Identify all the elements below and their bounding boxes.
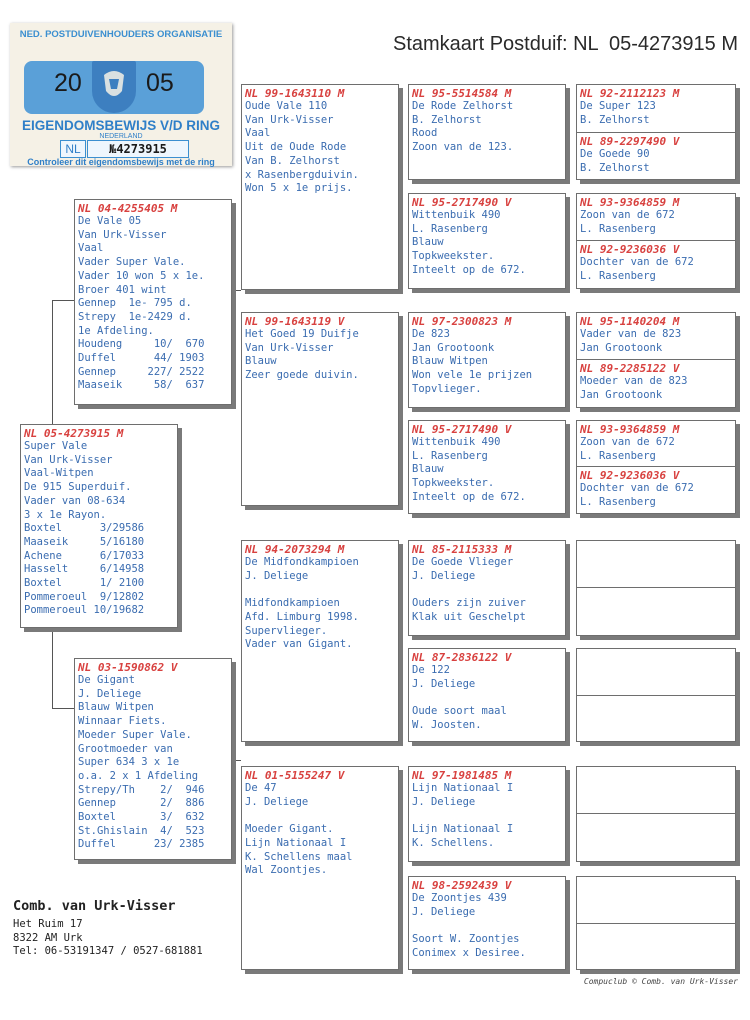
owner-phone: Tel: 06-53191347 / 0527-681881 [13, 945, 203, 957]
card-divider [577, 923, 735, 924]
pigeon-info-line: Vaal [78, 242, 104, 255]
certificate-title: EIGENDOMSBEWIJS V/D RING [21, 118, 221, 133]
owner-address-line: Het Ruim 17 [13, 918, 83, 930]
pigeon-info-line: Van Urk-Visser [245, 113, 334, 126]
pigeon-card-grandsire-maternal[interactable] [241, 540, 399, 742]
certificate-org: NED. POSTDUIVENHOUDERS ORGANISATIE [19, 29, 223, 40]
owner-block [13, 898, 203, 959]
ring-certificate [10, 23, 232, 166]
pigeon-info-line: Van Urk-Visser [245, 341, 334, 354]
pigeon-info-line: B. Zelhorst [580, 113, 650, 126]
pigeon-info-line: Dochter van de 672 [580, 482, 694, 494]
pigeon-card-great-grandparent[interactable] [408, 193, 566, 289]
pigeon-info-line: Moeder Super Vale. [78, 728, 192, 741]
pigeon-pair-card[interactable] [576, 312, 736, 408]
ring-number: NL 01-5155247 V [245, 769, 345, 782]
ring-number: NL 92-2112123 M [580, 87, 680, 100]
certificate-nl: NL [60, 140, 86, 158]
pigeon-info-line: W. Joosten. [412, 718, 482, 731]
certificate-year-right: 05 [146, 69, 174, 97]
page-title: Stamkaart Postduif: NL 05-4273915 M [393, 33, 738, 55]
pigeon-info-line: Blauw Witpen [412, 355, 488, 368]
pigeon-info-line: o.a. 2 x 1 Afdeling [78, 769, 199, 782]
pigeon-info-line [412, 919, 562, 933]
ring-number: NL 97-2300823 M [412, 315, 512, 328]
pigeon-info-line: Van Urk-Visser [24, 453, 113, 466]
ring-number: NL 95-2717490 V [412, 196, 512, 209]
pigeon-info-line: De Rode Zelhorst [412, 100, 514, 112]
pigeon-info-line: Dochter van de 672 [580, 256, 694, 268]
pigeon-info-line: Blauw [245, 355, 277, 368]
pigeon-info-line: De Goede Vlieger [412, 556, 514, 568]
pigeon-info-line: Topvlieger. [412, 382, 482, 395]
pigeon-info-line: Vader van Gigant. [245, 638, 353, 651]
ring-number: NL 93-9364859 M [580, 196, 680, 209]
card-divider [577, 587, 735, 588]
pigeon-info-line: Lijn Nationaal I [412, 823, 514, 836]
empty-pigeon-pair-card[interactable] [576, 648, 736, 742]
ring-number: NL 89-2297490 V [580, 135, 680, 148]
pigeon-info-line: Oude soort maal [412, 705, 507, 718]
pigeon-info-line: Zoon van de 123. [412, 141, 514, 154]
pigeon-info-line: Lijn Nationaal I [412, 782, 514, 794]
race-result: Achene 6/17033 [24, 549, 145, 562]
ring-number: NL 92-9236036 V [580, 243, 680, 256]
pigeon-card-granddam-paternal[interactable] [241, 312, 399, 506]
pigeon-info-line: Jan Grootoonk [580, 388, 663, 401]
race-result: Boxtel 3/29586 [24, 522, 145, 535]
pigeon-info-line: Rood [412, 127, 438, 140]
race-result: Maaseik 5/16180 [24, 535, 145, 548]
race-result: Gennep 227/ 2522 [78, 365, 205, 378]
footer-credit: Compuclub © Comb. van Urk-Visser [583, 977, 738, 986]
pigeon-info-line: J. Deliege [78, 687, 142, 700]
ring-number: NL 98-2592439 V [412, 879, 512, 892]
pigeon-info-line: L. Rasenberg [580, 222, 656, 235]
pigeon-info-line: Grootmoeder van [78, 742, 173, 755]
pigeon-info-line: Uit de Oude Rode [245, 141, 347, 154]
pigeon-info-line: Zoon van de 672 [580, 436, 675, 448]
race-result: Pommeroeul 9/12802 [24, 590, 145, 603]
pigeon-info-line: Vader van 08-634 [24, 494, 126, 507]
pigeon-info-line: L. Rasenberg [580, 269, 656, 282]
pigeon-card-dam[interactable] [74, 658, 232, 860]
pigeon-info-line: J. Deliege [245, 795, 309, 808]
pigeon-card-subject[interactable] [20, 424, 178, 628]
pigeon-info-line: Vader Super Vale. [78, 256, 186, 269]
pigeon-info-line: J. Deliege [245, 569, 309, 582]
pigeon-info-line: Broer 401 wint [78, 283, 167, 296]
pigeon-info-line: De Goede 90 [580, 148, 650, 160]
lion-crest-icon [92, 61, 136, 113]
certificate-band [24, 61, 204, 114]
owner-name: Comb. van Urk-Visser [13, 898, 176, 914]
pigeon-card-great-grandparent[interactable] [408, 420, 566, 514]
pigeon-info-line: Topkweekster. [412, 477, 495, 490]
pigeon-info-line: De 823 [412, 328, 450, 340]
pigeon-info-line: J. Deliege [412, 905, 476, 918]
connector-line [52, 708, 74, 709]
pigeon-info-line [412, 583, 562, 597]
ring-number: NL 94-2073294 M [245, 543, 345, 556]
race-result: Pommeroeul 10/19682 [24, 604, 145, 617]
connector-line [52, 300, 53, 425]
ring-number: NL 92-9236036 V [580, 469, 680, 482]
pigeon-info-line: Moeder van de 823 [580, 375, 688, 387]
pigeon-info-line: Gennep 1e- 795 d. [78, 297, 192, 310]
pigeon-info-line: Blauw [412, 236, 444, 249]
pigeon-info-line: Het Goed 19 Duifje [245, 328, 359, 340]
race-result: Boxtel 3/ 632 [78, 811, 205, 824]
pigeon-info-line: Klak uit Geschelpt [412, 610, 526, 623]
owner-address-line: 8322 AM Urk [13, 931, 83, 944]
pigeon-pair-card[interactable] [576, 84, 736, 180]
pigeon-info-line: 1e Afdeling. [78, 324, 154, 337]
pigeon-info-line: J. Deliege [412, 677, 476, 690]
pigeon-pair-card[interactable] [576, 193, 736, 289]
pigeon-info-line: De Zoontjes 439 [412, 892, 507, 904]
pigeon-info-line: x Rasenbergduivin. [245, 168, 359, 181]
card-divider [577, 695, 735, 696]
pigeon-info-line [412, 809, 562, 823]
ring-number: NL 93-9364859 M [580, 423, 680, 436]
certificate-year-left: 20 [54, 69, 82, 97]
pigeon-info-line: Vader 10 won 5 x 1e. [78, 269, 205, 282]
pigeon-info-line: Super Vale [24, 440, 88, 452]
race-result: Duffel 44/ 1903 [78, 352, 205, 365]
race-result: Gennep 2/ 886 [78, 797, 205, 810]
pigeon-info-line: Jan Grootoonk [412, 341, 495, 354]
pigeon-info-line: Blauw [412, 463, 444, 476]
race-result: Strepy/Th 2/ 946 [78, 783, 205, 796]
pigeon-info-line: Wittenbuik 490 [412, 209, 501, 221]
ring-number: NL 85-2115333 M [412, 543, 512, 556]
empty-pigeon-pair-card[interactable] [576, 766, 736, 862]
pigeon-card-great-grandparent[interactable] [408, 84, 566, 180]
ring-number: NL 04-4255405 M [78, 202, 178, 215]
race-result: Boxtel 1/ 2100 [24, 577, 145, 590]
pigeon-info-line: Van Urk-Visser [78, 228, 167, 241]
pigeon-info-line [245, 583, 395, 597]
pigeon-card-great-grandparent[interactable] [408, 766, 566, 862]
pigeon-info-line: De Vale 05 [78, 215, 142, 227]
pigeon-info-line: De 122 [412, 664, 450, 676]
pigeon-info-line: De Midfondkampioen [245, 556, 359, 568]
pigeon-info-line: Topkweekster. [412, 250, 495, 263]
pigeon-card-great-grandparent[interactable] [408, 648, 566, 742]
pigeon-info-line: Supervlieger. [245, 624, 328, 637]
ring-number: NL 99-1643119 V [245, 315, 345, 328]
connector-line [231, 290, 241, 291]
pigeon-info-line: B. Zelhorst [412, 113, 482, 126]
card-divider [577, 813, 735, 814]
ring-number: NL 87-2836122 V [412, 651, 512, 664]
certificate-country: NEDERLAND [99, 133, 143, 140]
pigeon-card-great-grandparent[interactable] [408, 876, 566, 970]
pigeon-info-line: Lijn Nationaal I [245, 836, 347, 849]
pigeon-info-line: Afd. Limburg 1998. [245, 610, 359, 623]
pigeon-info-line: Midfondkampioen [245, 597, 340, 610]
ring-number: NL 95-5514584 M [412, 87, 512, 100]
pigeon-card-great-grandparent[interactable] [408, 312, 566, 408]
pigeon-info-line: L. Rasenberg [580, 449, 656, 462]
empty-pigeon-pair-card[interactable] [576, 540, 736, 636]
pigeon-card-grandsire-paternal[interactable] [241, 84, 399, 290]
race-result: Maaseik 58/ 637 [78, 379, 205, 392]
pigeon-info-line: Won 5 x 1e prijs. [245, 182, 353, 195]
pigeon-info-line: B. Zelhorst [580, 161, 650, 174]
race-result: Duffel 23/ 2385 [78, 838, 205, 851]
pigeon-info-line: L. Rasenberg [412, 449, 488, 462]
pigeon-info-line: Conimex x Desiree. [412, 946, 526, 959]
pigeon-card-great-grandparent[interactable] [408, 540, 566, 636]
pigeon-info-line: De Gigant [78, 674, 135, 686]
pigeon-info-line: Vaal [245, 127, 271, 140]
certificate-number: №4273915 [87, 140, 189, 158]
pigeon-info-line: De 915 Superduif. [24, 481, 132, 494]
pigeon-info-line [245, 809, 395, 823]
pigeon-info-line: 3 x 1e Rayon. [24, 508, 107, 521]
pigeon-info-line: Zeer goede duivin. [245, 369, 359, 382]
pigeon-pair-card[interactable] [576, 420, 736, 514]
pigeon-info-line: K. Schellens. [412, 836, 495, 849]
pigeon-info-line: L. Rasenberg [412, 222, 488, 235]
race-result: Houdeng 10/ 670 [78, 338, 205, 351]
pigeon-info-line: Zoon van de 672 [580, 209, 675, 221]
ring-number: NL 03-1590862 V [78, 661, 178, 674]
pigeon-info-line: Wal Zoontjes. [245, 864, 328, 877]
ring-number: NL 95-2717490 V [412, 423, 512, 436]
pigeon-info-line: Vaal-Witpen [24, 467, 94, 480]
pigeon-info-line: L. Rasenberg [580, 495, 656, 508]
pigeon-info-line [412, 691, 562, 705]
pigeon-info-line: J. Deliege [412, 795, 476, 808]
pigeon-card-sire[interactable] [74, 199, 232, 405]
pigeon-info-line: Moeder Gigant. [245, 823, 334, 836]
pigeon-info-line: Wittenbuik 490 [412, 436, 501, 448]
pigeon-info-line: Won vele 1e prijzen [412, 369, 533, 382]
connector-line [52, 300, 74, 301]
race-result: St.Ghislain 4/ 523 [78, 824, 205, 837]
pigeon-info-line: Ouders zijn zuiver [412, 597, 526, 610]
pigeon-info-line: De Super 123 [580, 100, 656, 112]
pigeon-card-granddam-maternal[interactable] [241, 766, 399, 970]
ring-number: NL 89-2285122 V [580, 362, 680, 375]
connector-line [52, 628, 53, 708]
pigeon-info-line: K. Schellens maal [245, 850, 353, 863]
pigeon-info-line: Blauw Witpen [78, 701, 154, 714]
pigeon-info-line: De 47 [245, 782, 277, 794]
pigeon-info-line: Super 634 3 x 1e [78, 756, 180, 769]
ring-number: NL 95-1140204 M [580, 315, 680, 328]
race-result: Hasselt 6/14958 [24, 563, 145, 576]
pigeon-info-line: Winnaar Fiets. [78, 715, 167, 728]
pigeon-info-line: Strepy 1e-2429 d. [78, 310, 192, 323]
pigeon-info-line: Soort W. Zoontjes [412, 933, 520, 946]
pigeon-info-line: Inteelt op de 672. [412, 263, 526, 276]
connector-line [231, 760, 241, 761]
ring-number: NL 05-4273915 M [24, 427, 124, 440]
empty-pigeon-pair-card[interactable] [576, 876, 736, 970]
pigeon-info-line: Inteelt op de 672. [412, 490, 526, 503]
pigeon-info-line: Vader van de 823 [580, 328, 682, 340]
ring-number: NL 99-1643110 M [245, 87, 345, 100]
pigeon-info-line: Van B. Zelhorst [245, 154, 340, 167]
pigeon-info-line: Jan Grootoonk [580, 341, 663, 354]
certificate-control: Controleer dit eigendomsbewijs met de ring [27, 157, 215, 167]
pigeon-info-line: J. Deliege [412, 569, 476, 582]
pigeon-info-line: Oude Vale 110 [245, 100, 328, 112]
ring-number: NL 97-1981485 M [412, 769, 512, 782]
